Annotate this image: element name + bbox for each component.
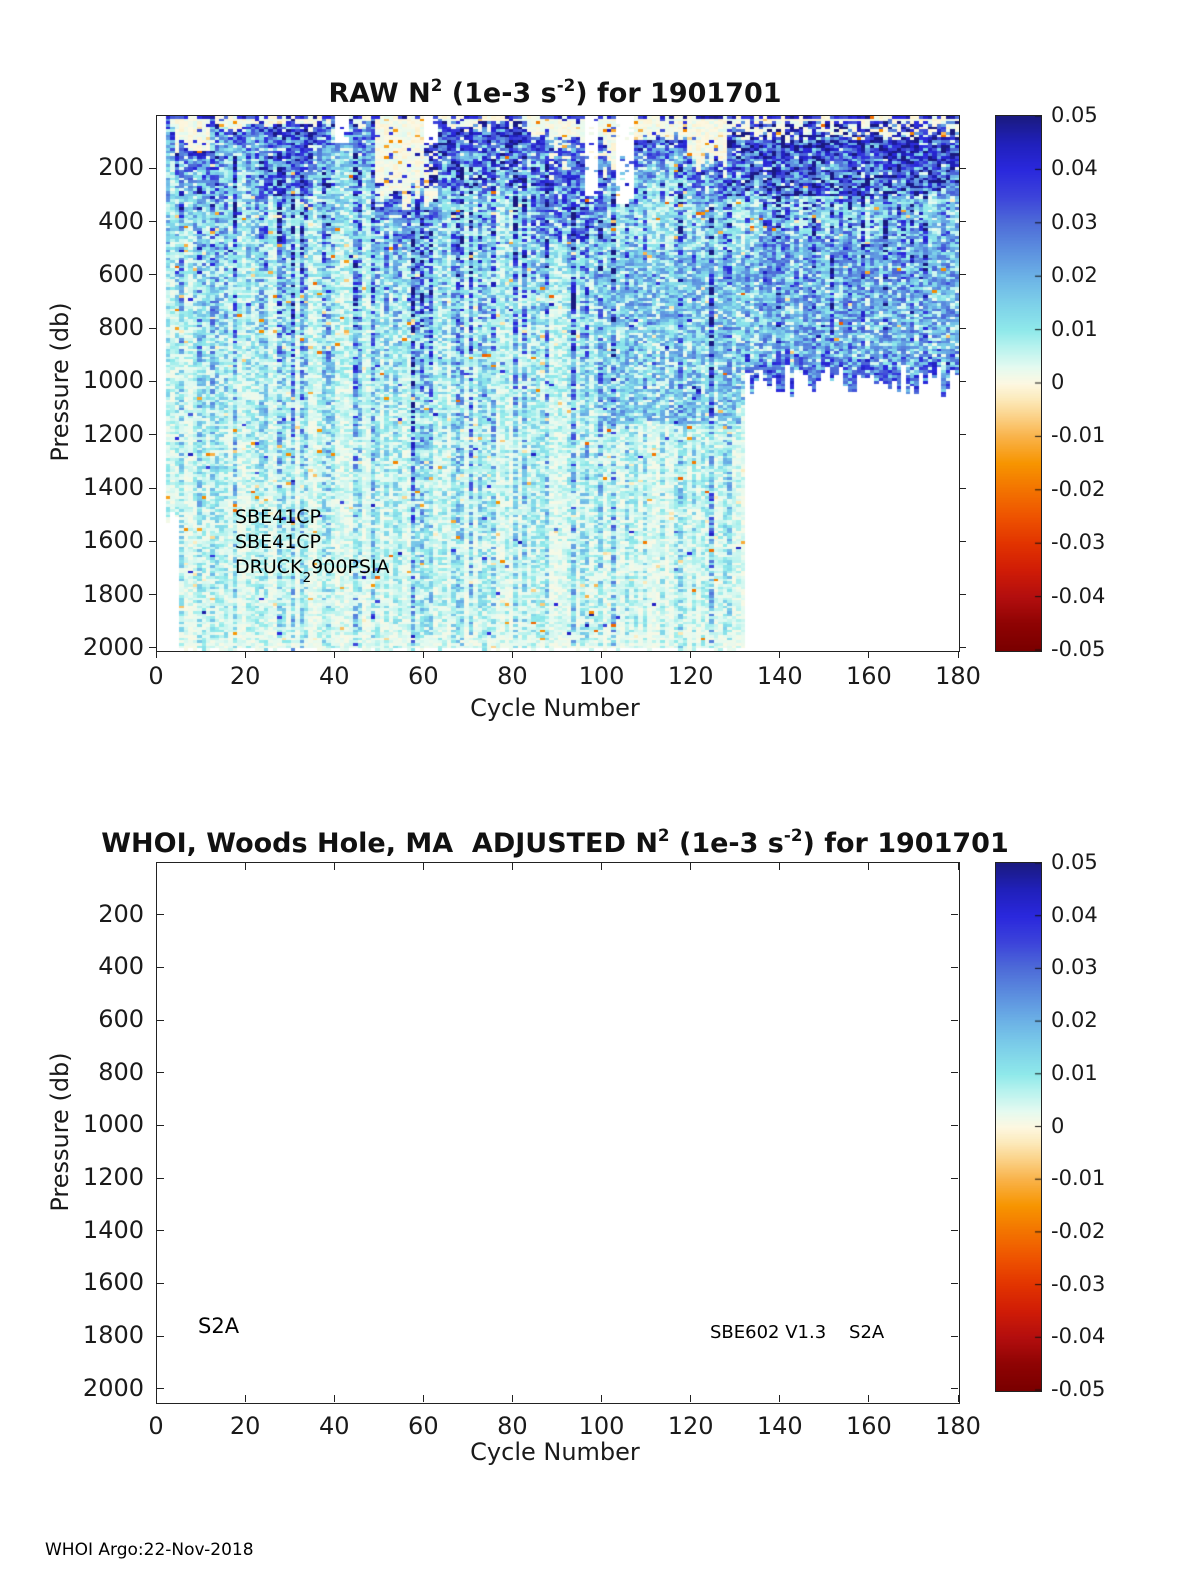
x-tick-label: 0	[148, 1412, 164, 1440]
y-tick-label: 800	[98, 1057, 144, 1086]
y-tick-mark-right	[959, 594, 966, 595]
colorbar-tick-label: 0.04	[1051, 156, 1098, 181]
title-text: ) for 1901701	[575, 78, 782, 109]
y-tick-mark	[149, 488, 156, 489]
x-tick-mark	[868, 651, 869, 658]
title-superscript: 2	[430, 75, 443, 96]
colorbar-tick-label: -0.02	[1051, 1218, 1106, 1243]
y-tick-mark	[157, 1230, 164, 1231]
x-tick-mark-top	[779, 863, 780, 870]
y-tick-mark	[157, 1336, 164, 1337]
colorbar-tick-label: 0.04	[1051, 902, 1098, 927]
x-tick-mark	[334, 651, 335, 658]
y-tick-mark	[149, 328, 156, 329]
y-tick-mark	[149, 541, 156, 542]
raw-colorbar-gradient-canvas	[996, 116, 1041, 651]
x-tick-mark	[690, 651, 691, 658]
colorbar-tick-label: -0.02	[1051, 476, 1106, 501]
colorbar-tick-label: 0.03	[1051, 209, 1098, 234]
x-tick-label: 20	[229, 662, 261, 690]
colorbar-tick-label: 0	[1051, 370, 1065, 394]
x-tick-label: 140	[756, 1412, 803, 1440]
title-text: (1e-3 s	[442, 78, 557, 109]
x-tick-mark	[423, 651, 424, 658]
x-tick-label: 120	[667, 1412, 714, 1440]
colorbar-tick-label: 0.03	[1051, 955, 1098, 980]
y-tick-label: 200	[98, 153, 144, 182]
y-tick-mark	[157, 1283, 164, 1284]
y-tick-mark-right	[951, 967, 958, 968]
x-tick-label: 160	[845, 1412, 892, 1440]
x-tick-mark	[423, 1395, 424, 1402]
y-tick-mark	[149, 647, 156, 648]
x-tick-mark-top	[690, 863, 691, 870]
y-tick-label: 1400	[82, 473, 144, 501]
adjusted-plot-xlabel: Cycle Number	[470, 1438, 640, 1466]
y-tick-mark-right	[959, 541, 966, 542]
x-tick-mark	[779, 651, 780, 658]
y-tick-mark-right	[959, 168, 966, 169]
sensor-annotation-1: SBE41CP	[235, 506, 322, 528]
x-tick-mark	[334, 1395, 335, 1402]
x-tick-mark-top	[156, 863, 157, 870]
x-tick-label: 0	[148, 662, 164, 690]
x-tick-label: 180	[935, 662, 981, 690]
x-tick-mark-top	[958, 863, 959, 870]
adjusted-plot-ylabel: Pressure (db)	[46, 1052, 74, 1212]
sensor-annotation-2: SBE41CP	[235, 531, 322, 553]
x-tick-mark	[779, 1395, 780, 1402]
raw-plot-ylabel: Pressure (db)	[46, 302, 74, 462]
y-tick-mark-right	[959, 488, 966, 489]
x-tick-mark	[156, 1395, 157, 1402]
y-tick-mark	[149, 434, 156, 435]
firmware-annotation: SBE602 V1.3 S2A	[710, 1322, 885, 1343]
colorbar-tick-label: 0.02	[1051, 263, 1098, 288]
colorbar-tick-label: 0.02	[1051, 1008, 1098, 1033]
y-tick-label: 1000	[82, 1110, 144, 1139]
x-tick-label: 60	[408, 1412, 439, 1440]
x-tick-label: 100	[578, 662, 625, 690]
y-tick-mark-right	[951, 914, 958, 915]
x-tick-mark	[512, 651, 513, 658]
x-tick-label: 180	[935, 1412, 981, 1440]
y-tick-label: 1800	[82, 579, 144, 608]
y-tick-label: 1400	[82, 1215, 144, 1244]
y-tick-mark-right	[951, 1336, 958, 1337]
y-tick-label: 2000	[82, 1373, 144, 1402]
y-tick-label: 1600	[82, 1268, 144, 1297]
x-tick-mark	[601, 1395, 602, 1402]
y-tick-mark	[157, 1388, 164, 1389]
colorbar-tick-label: -0.01	[1051, 1166, 1106, 1191]
y-tick-mark	[149, 168, 156, 169]
x-tick-mark	[601, 651, 602, 658]
x-tick-mark-top	[245, 863, 246, 870]
x-tick-mark	[245, 1395, 246, 1402]
y-tick-label: 400	[98, 952, 144, 981]
colorbar-tick-label: -0.03	[1051, 530, 1106, 555]
y-tick-mark	[157, 1072, 164, 1073]
y-tick-mark-right	[951, 1230, 958, 1231]
figure-footer: WHOI Argo:22-Nov-2018	[45, 1540, 254, 1560]
title-text: (1e-3 s	[669, 828, 784, 859]
x-tick-mark-top	[868, 863, 869, 870]
x-tick-label: 160	[845, 662, 892, 690]
colorbar-tick-label: 0.01	[1051, 1060, 1098, 1085]
sensor-annotation-3	[235, 556, 390, 586]
title-text: WHOI, Woods Hole, MA ADJUSTED N	[101, 828, 658, 859]
colorbar-tick-label: -0.04	[1051, 1324, 1106, 1349]
title-superscript: -2	[556, 75, 576, 96]
title-text: ) for 1901701	[802, 828, 1009, 859]
x-tick-mark	[958, 1395, 959, 1402]
y-tick-mark	[157, 1020, 164, 1021]
y-tick-mark	[157, 1178, 164, 1179]
x-tick-mark	[690, 1395, 691, 1402]
y-tick-label: 2000	[82, 632, 144, 661]
colorbar-tick-label: 0	[1051, 1113, 1065, 1138]
x-tick-label: 20	[229, 1412, 261, 1440]
y-tick-mark	[149, 381, 156, 382]
x-tick-label: 80	[497, 662, 528, 690]
y-tick-mark-right	[951, 1072, 958, 1073]
raw-plot-xlabel: Cycle Number	[470, 694, 640, 722]
colorbar-tick-label: -0.05	[1051, 637, 1106, 661]
y-tick-label: 1200	[82, 1163, 144, 1192]
y-tick-mark-right	[951, 1125, 958, 1126]
x-tick-mark-top	[601, 863, 602, 870]
y-tick-label: 400	[98, 206, 144, 235]
annotation-text: 900PSIA	[311, 556, 390, 578]
x-tick-label: 120	[667, 662, 714, 690]
y-tick-label: 600	[98, 259, 144, 288]
y-tick-mark-right	[959, 328, 966, 329]
y-tick-label: 1800	[82, 1321, 144, 1350]
y-tick-label: 1200	[82, 419, 144, 448]
adjusted-colorbar	[995, 862, 1042, 1392]
x-tick-mark	[512, 1395, 513, 1402]
platform-annotation: S2A	[198, 1314, 240, 1338]
x-tick-mark	[868, 1395, 869, 1402]
y-tick-label: 800	[98, 313, 144, 342]
colorbar-tick-label: -0.05	[1051, 1377, 1106, 1401]
adjusted-plot-title	[0, 826, 1110, 859]
y-tick-label: 200	[98, 899, 144, 928]
x-tick-label: 60	[408, 662, 439, 690]
y-tick-mark	[157, 967, 164, 968]
annotation-text: DRUCK	[235, 556, 303, 578]
y-tick-label: 600	[98, 1005, 144, 1034]
y-tick-mark-right	[959, 434, 966, 435]
colorbar-tick-label: 0.05	[1051, 850, 1098, 874]
y-tick-mark-right	[951, 1388, 958, 1389]
y-tick-mark	[157, 914, 164, 915]
y-tick-mark-right	[959, 647, 966, 648]
y-tick-mark-right	[951, 1020, 958, 1021]
x-tick-mark-top	[423, 863, 424, 870]
y-tick-mark	[149, 274, 156, 275]
y-tick-mark-right	[959, 274, 966, 275]
y-tick-label: 1000	[82, 366, 144, 395]
y-tick-mark	[149, 221, 156, 222]
y-tick-mark-right	[959, 381, 966, 382]
y-tick-mark-right	[951, 1283, 958, 1284]
colorbar-tick-label: -0.04	[1051, 583, 1106, 608]
colorbar-tick-label: -0.01	[1051, 423, 1106, 448]
y-tick-mark	[149, 594, 156, 595]
title-superscript: 2	[657, 825, 670, 846]
raw-plot-title	[0, 76, 1110, 109]
colorbar-tick-label: 0.05	[1051, 103, 1098, 127]
x-tick-label: 100	[578, 1412, 625, 1440]
x-tick-label: 80	[497, 1412, 528, 1440]
x-tick-mark	[245, 651, 246, 658]
title-superscript: -2	[783, 825, 803, 846]
x-tick-mark	[958, 651, 959, 658]
x-tick-mark-top	[512, 863, 513, 870]
x-tick-mark	[156, 651, 157, 658]
x-tick-label: 140	[756, 662, 803, 690]
x-tick-label: 40	[318, 1412, 350, 1440]
raw-colorbar	[995, 115, 1042, 652]
x-tick-mark-top	[334, 863, 335, 870]
adjusted-colorbar-gradient-canvas	[996, 863, 1041, 1391]
y-tick-mark	[157, 1125, 164, 1126]
y-tick-mark-right	[959, 221, 966, 222]
x-tick-label: 40	[318, 662, 350, 690]
colorbar-tick-label: -0.03	[1051, 1271, 1106, 1296]
y-tick-mark-right	[951, 1178, 958, 1179]
colorbar-tick-label: 0.01	[1051, 316, 1098, 341]
title-text: RAW N	[328, 78, 431, 109]
annotation-subscript: 2	[302, 569, 312, 586]
y-tick-label: 1600	[82, 526, 144, 555]
